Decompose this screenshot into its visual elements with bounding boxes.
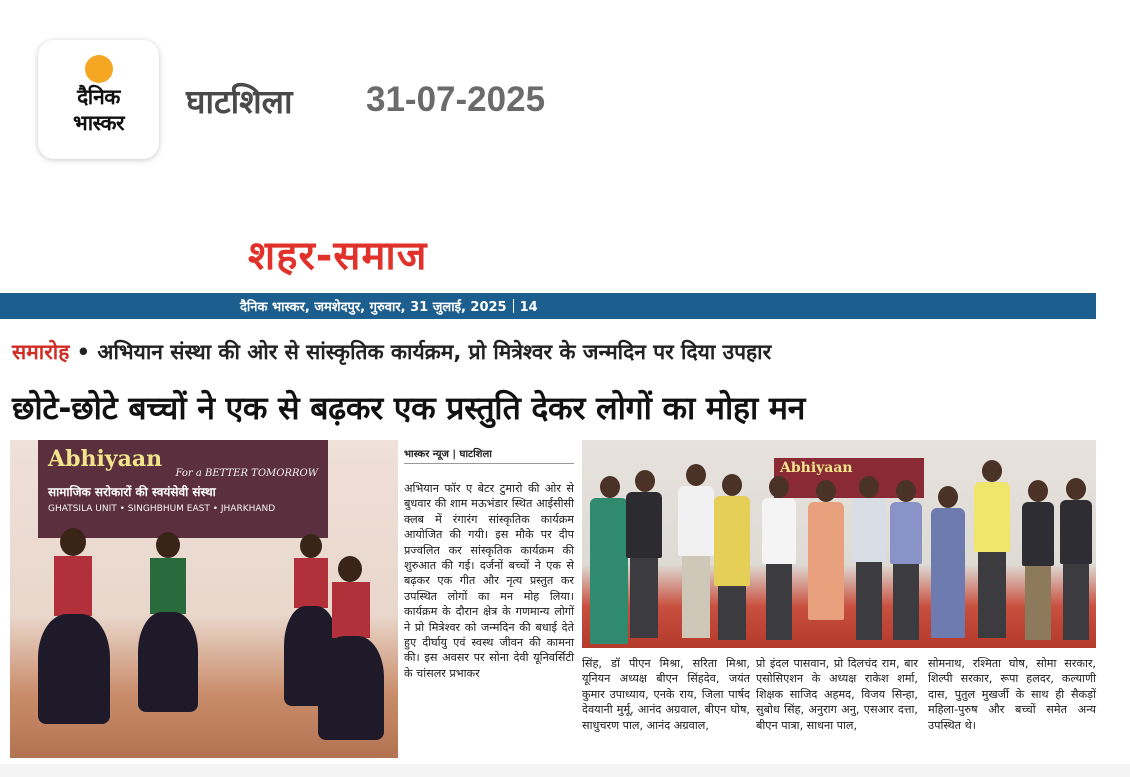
dancer xyxy=(30,528,120,753)
sun-icon xyxy=(85,55,113,83)
group-photo xyxy=(582,440,1096,648)
logo-line-2: भास्कर xyxy=(72,111,125,135)
dance-performance-photo xyxy=(10,440,398,758)
article-column-4: सोमनाथ, रश्मिता घोष, सोमा सरकार, शिल्पी सरकार, रूपा हलदर, कल्याणी दास, पुतुल मुखर्जी के साथ ही सैकड़ों महिला-पुरुष और बच्चों समेत अन्य उपस्थित थे। xyxy=(928,657,1096,732)
banner-right-title: Abhiyaan xyxy=(780,460,853,476)
byline: भास्कर न्यूज | घाटशिला xyxy=(404,446,574,464)
person xyxy=(804,480,848,640)
masthead-info: दैनिक भास्कर, जमशेदपुर, गुरुवार, 31 जुलाई, 2025 xyxy=(240,300,507,315)
page-number: 14 xyxy=(519,300,538,315)
person xyxy=(622,470,666,640)
person xyxy=(758,476,800,640)
person xyxy=(710,474,754,640)
banner-tagline: For a BETTER TOMORROW xyxy=(175,468,318,479)
person xyxy=(1018,480,1058,640)
abhiyaan-banner xyxy=(38,440,328,538)
dainik-bhaskar-logo[interactable] xyxy=(38,40,159,159)
banner-hindi: सामाजिक सरोकारों की स्वयंसेवी संस्था xyxy=(48,485,216,499)
kicker-text: • अभियान संस्था की ओर से सांस्कृतिक कार्यक्रम, प्रो मित्रेश्वर के जन्मदिन पर दिया उपहार xyxy=(69,340,772,364)
person xyxy=(1056,478,1096,640)
person xyxy=(848,476,890,640)
kicker-tag: समारोह xyxy=(12,340,70,364)
masthead-text xyxy=(240,297,538,315)
dancer xyxy=(310,556,392,756)
clip-bottom-edge xyxy=(0,764,1130,777)
headline: छोटे-छोटे बच्चों ने एक से बढ़कर एक प्रस्तुति देकर लोगों का मोहा मन xyxy=(12,389,806,427)
banner-unit: GHATSILA UNIT • SINGHBHUM EAST • JHARKHAND xyxy=(48,504,276,514)
app-header xyxy=(0,0,1130,200)
article-column-2: सिंह, डॉ पीएन मिश्रा, सरिता मिश्रा, यूनियन अध्यक्ष बीएन सिंहदेव, जयंत कुमार उपाध्याय, एनके राय, जिला पार्षद देवयानी मुर्मू, आनंद अग्रवाल, बीएन घोष, साधुचरण पाल, आनंद अग्रवाल, xyxy=(582,657,750,732)
edition-date: 31-07-2025 xyxy=(366,80,546,119)
banner-title: Abhiyaan xyxy=(48,446,163,472)
masthead-divider xyxy=(513,299,514,313)
kicker xyxy=(12,338,1102,374)
edition-city: घाटशिला xyxy=(186,82,293,121)
article-column-1: अभियान फॉर ए बेटर टुमारो की ओर से बुधवार की शाम मऊभंडार स्थित आईसीसी क्लब में रंगारंग सांस्कृतिक कार्यक्रम आयोजित की गयी। इस मौके पर दीप प्रज्वलित कर सांस्कृतिक कार्यक्रम की शुरुआत की गई। दर्जनों बच्चों ने एक से बढ़कर एक गीत और नृत्य प्रस्तुत कर उपस्थित लोगों का मन मोह लिया। कार्यक्रम के दौरान क्षेत्र के गणमान्य लोगों ने प्रो मित्रेश्वर को जन्मदिन की बधाई देते हुए दीर्घायु एवं स्वस्थ जीवन की कामना की। इस अवसर पर सोना देवी यूनिवर्सिटी के चांसलर प्रभाकर xyxy=(404,482,574,680)
person xyxy=(886,480,926,640)
person xyxy=(970,460,1014,640)
masthead-bar xyxy=(0,293,1096,319)
article-column-3: प्रो इंदल पासवान, प्रो दिलचंद राम, बार एसोसिएशन के अध्यक्ष राकेश शर्मा, शिक्षक साजिद अहमद, विजय सिन्हा, सुबोध सिंह, अनुराग अनु, एसआर दत्ता, बीएन पात्रा, साधना पाल, xyxy=(756,657,918,732)
dancer xyxy=(132,532,204,742)
section-title: शहर-समाज xyxy=(248,233,428,279)
person xyxy=(928,486,968,640)
logo-line-1: दैनिक xyxy=(77,85,120,109)
